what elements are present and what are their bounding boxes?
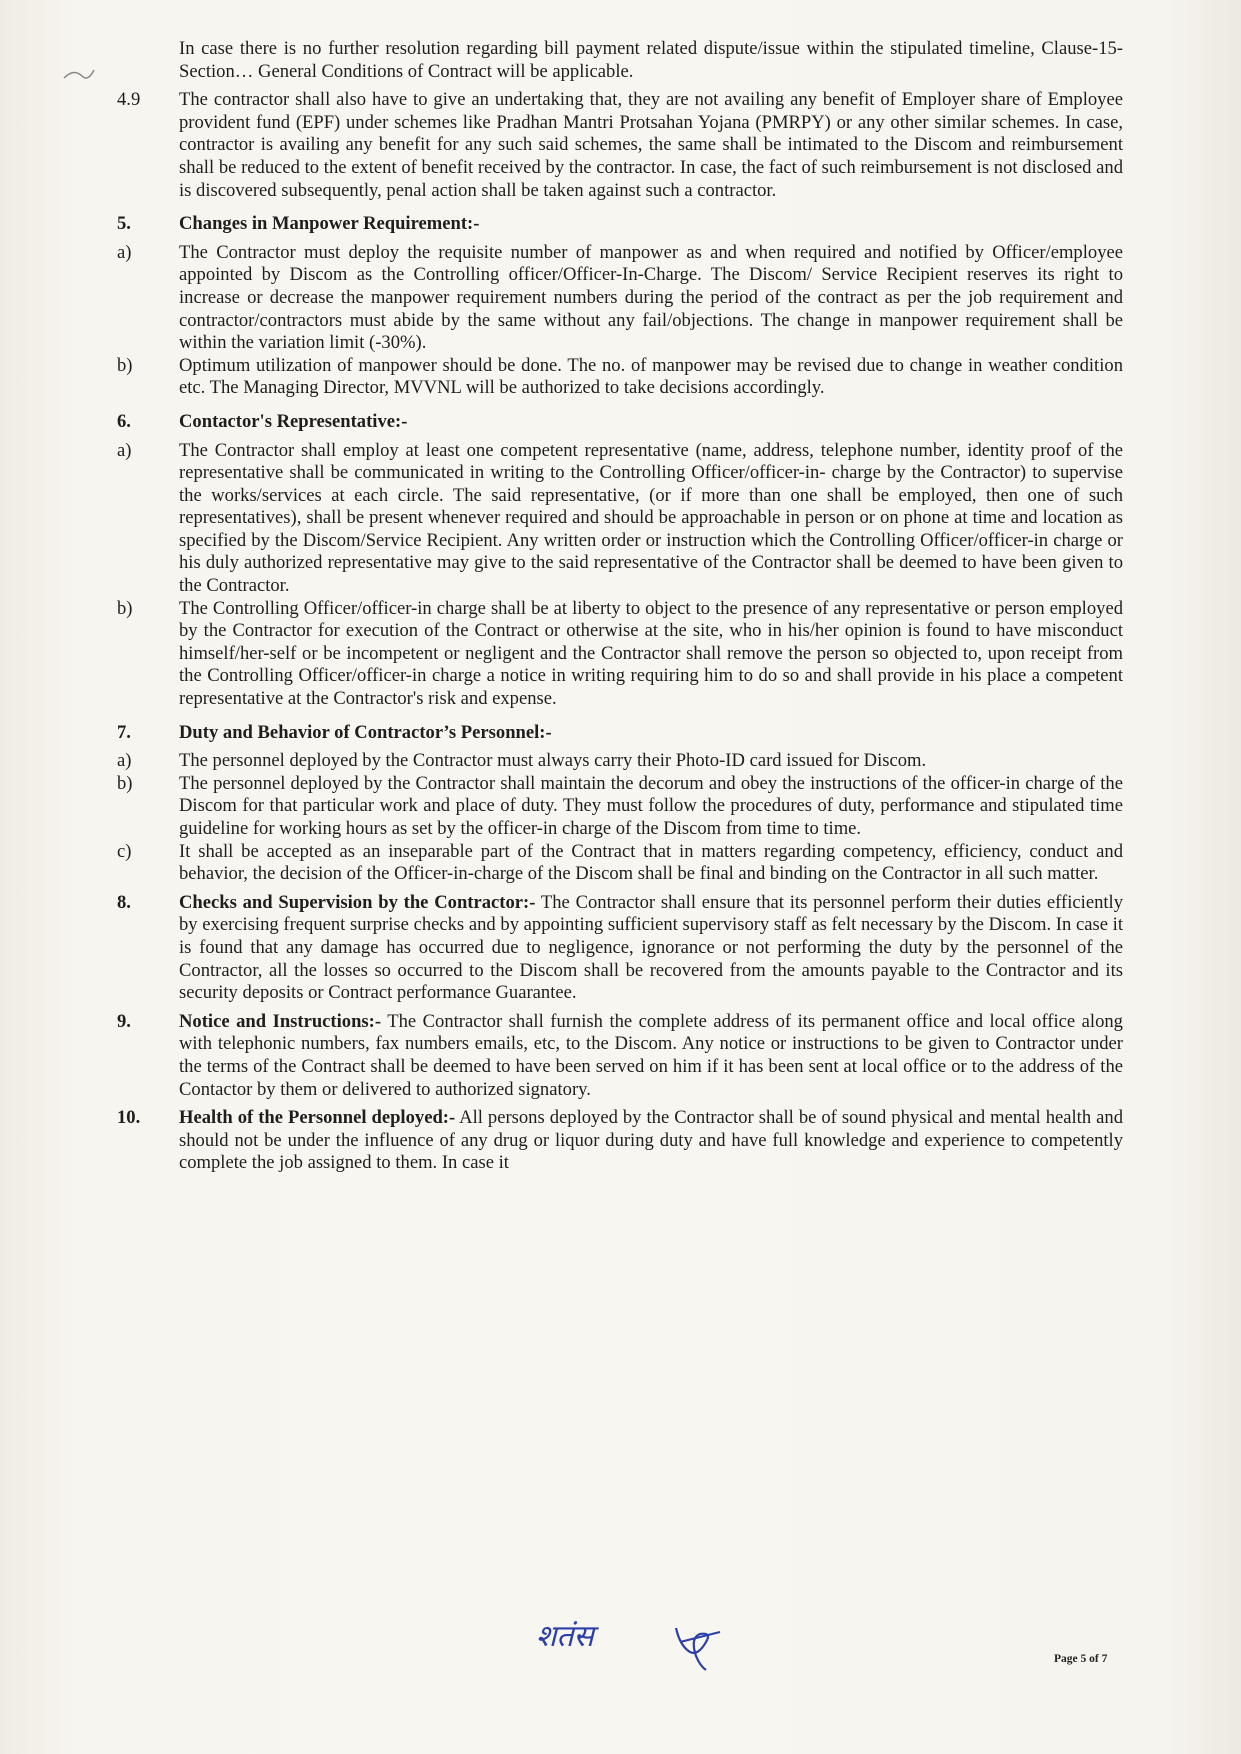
clause-number: a) (117, 241, 132, 263)
clause-number: c) (117, 840, 132, 862)
section-text (179, 892, 1123, 1005)
section-body: All persons deployed by the Contractor shall be of sound physical and mental health and should not be under the influence of any drug or liquor during duty and have full knowledge and experience to competently complete the job assigned to them. In case it (179, 1107, 1123, 1174)
section-lead: Notice and Instructions:- (179, 1010, 382, 1032)
section-body: The Contractor shall ensure that its personnel perform their duties efficiently by exercising frequent surprise checks and by appointing sufficient supervisory staff as felt necessary by the Discom. In case it is found that any damage has occurred due to negligence, ignorance or not performing the duty by the personnel of the Contractor, all the losses so occurred to the Discom shall be recovered from the amounts payable to the Contractor and its security deposits or Contract performance Guarantee. (179, 891, 1123, 1004)
clause-number: a) (117, 750, 132, 772)
section-number: 9. (117, 1010, 131, 1032)
clause-number: b) (117, 597, 133, 619)
section-10 (117, 1107, 1123, 1175)
section-title: Duty and Behavior of Contractor’s Personnel:- (179, 721, 552, 743)
clause-7c (117, 841, 1123, 886)
clause-number: 4.9 (117, 89, 141, 111)
section-number: 5. (117, 213, 131, 235)
clause-5a (117, 242, 1123, 355)
section-8 (117, 892, 1123, 1005)
margin-mark-icon (60, 60, 100, 90)
clause-text: It shall be accepted as an inseparable part of the Contract that in matters regarding competency, efficiency, conduct and behavior, the decision of the Officer-in-charge of the Discom shall be final and binding on the Contractor in all such matter. (179, 840, 1123, 885)
clause-text: The personnel deployed by the Contractor shall maintain the decorum and obey the instructions of the officer-in charge of the Discom for that particular work and place of duty. They must follow the procedures of duty, performance and stipulated time guideline for working hours as set by the officer-in charge of the Discom from time to time. (179, 772, 1123, 839)
section-lead: Checks and Supervision by the Contractor:- (179, 891, 536, 913)
section-number: 8. (117, 891, 131, 913)
clause-number: b) (117, 772, 133, 794)
clause-text: Optimum utilization of manpower should be done. The no. of manpower may be revised due to change in weather condition etc. The Managing Director, MVVNL will be authorized to take decisions accordingly. (179, 354, 1123, 399)
section-number: 7. (117, 721, 131, 743)
clause-text: The personnel deployed by the Contractor must always carry their Photo-ID card issued for Discom. (179, 750, 927, 772)
section-number: 6. (117, 410, 131, 432)
section-lead: Health of the Personnel deployed:- (179, 1107, 456, 1129)
section-7-heading (117, 722, 1123, 745)
section-9 (117, 1011, 1123, 1101)
document-body (117, 38, 1123, 1175)
section-6-heading (117, 411, 1123, 434)
clause-5b (117, 355, 1123, 400)
section-body: The Contractor shall furnish the complete address of its permanent office and local office along with telephonic numbers, fax numbers emails, etc, to the Discom. Any notice or instructions to be given to Contractor under the terms of the Contract shall be deemed to have been served on him if it has been sent at local office or to the address of the Contactor by them or delivered to authorized signatory. (179, 1010, 1123, 1100)
clause-number: b) (117, 354, 133, 376)
section-text (179, 1107, 1123, 1175)
section-5-heading (117, 213, 1123, 236)
intro-paragraph: In case there is no further resolution regarding bill payment related dispute/issue within the stipulated timeline, Clause-15- Section… General Conditions of Contract will be applicable. (179, 38, 1123, 82)
clause-text: The Contractor shall employ at least one competent representative (name, address, telephone number, identity proof of the representative shall be communicated in writing to the Controlling Officer/officer-in- charge by the Contractor) to supervise the works/services at each circle. The said representative, (or if more than one shall be employed, then one of such representatives), shall be present whenever required and should be approachable in person or on phone at time and location as specified by the Discom/Service Recipient. Any written order or instruction which the Controlling Officer/officer-in charge or his duly authorized representative may give to the said representative of the Contractor shall be deemed to have been given to the Contractor. (179, 439, 1123, 597)
clause-7a (117, 750, 1123, 773)
handwritten-signature-icon (530, 1612, 770, 1672)
section-text (179, 1011, 1123, 1101)
page-number: Page 5 of 7 (1054, 1653, 1108, 1665)
svg-text:शतंस: शतंस (536, 1619, 594, 1654)
clause-number: a) (117, 439, 132, 461)
section-number: 10. (117, 1107, 141, 1129)
clause-7b (117, 773, 1123, 841)
clause-6a (117, 440, 1123, 598)
clause-text: The Controlling Officer/officer-in charge shall be at liberty to object to the presence of any representative or person employed by the Contractor for execution of the Contract or otherwise at the site, who in his/her opinion is found to have misconduct himself/her-self or be incompetent or negligent and the Contractor shall remove the person so objected to, upon receipt from the Controlling Officer/officer-in charge a notice in writing requiring him to do so and shall provide in his place a competent representative at the Contractor's risk and expense. (179, 597, 1123, 710)
clause-6b (117, 598, 1123, 711)
section-title: Contactor's Representative:- (179, 410, 408, 432)
clause-text: The Contractor must deploy the requisite number of manpower as and when required and notified by Officer/employee appointed by Discom as the Controlling officer/Officer-In-Charge. The Discom/ Service Recipient reserves its right to increase or decrease the manpower requirement numbers during the period of the contract as per the job requirement and contractor/contractors must abide by the same without any fail/objections. The change in manpower requirement shall be within the variation limit (-30%). (179, 241, 1123, 354)
clause-4-9 (117, 89, 1123, 202)
section-title: Changes in Manpower Requirement:- (179, 213, 480, 235)
clause-text: The contractor shall also have to give an undertaking that, they are not availing any benefit of Employer share of Employee provident fund (EPF) under schemes like Pradhan Mantri Protsahan Yojana (PMRPY) or any other similar schemes. In case, contractor is availing any benefit for any such said schemes, the same shall be intimated to the Discom and reimbursement shall be reduced to the extent of benefit received by the contractor. In case, the fact of such reimbursement is not disclosed and is discovered subsequently, penal action shall be taken against such a contractor. (179, 89, 1123, 201)
